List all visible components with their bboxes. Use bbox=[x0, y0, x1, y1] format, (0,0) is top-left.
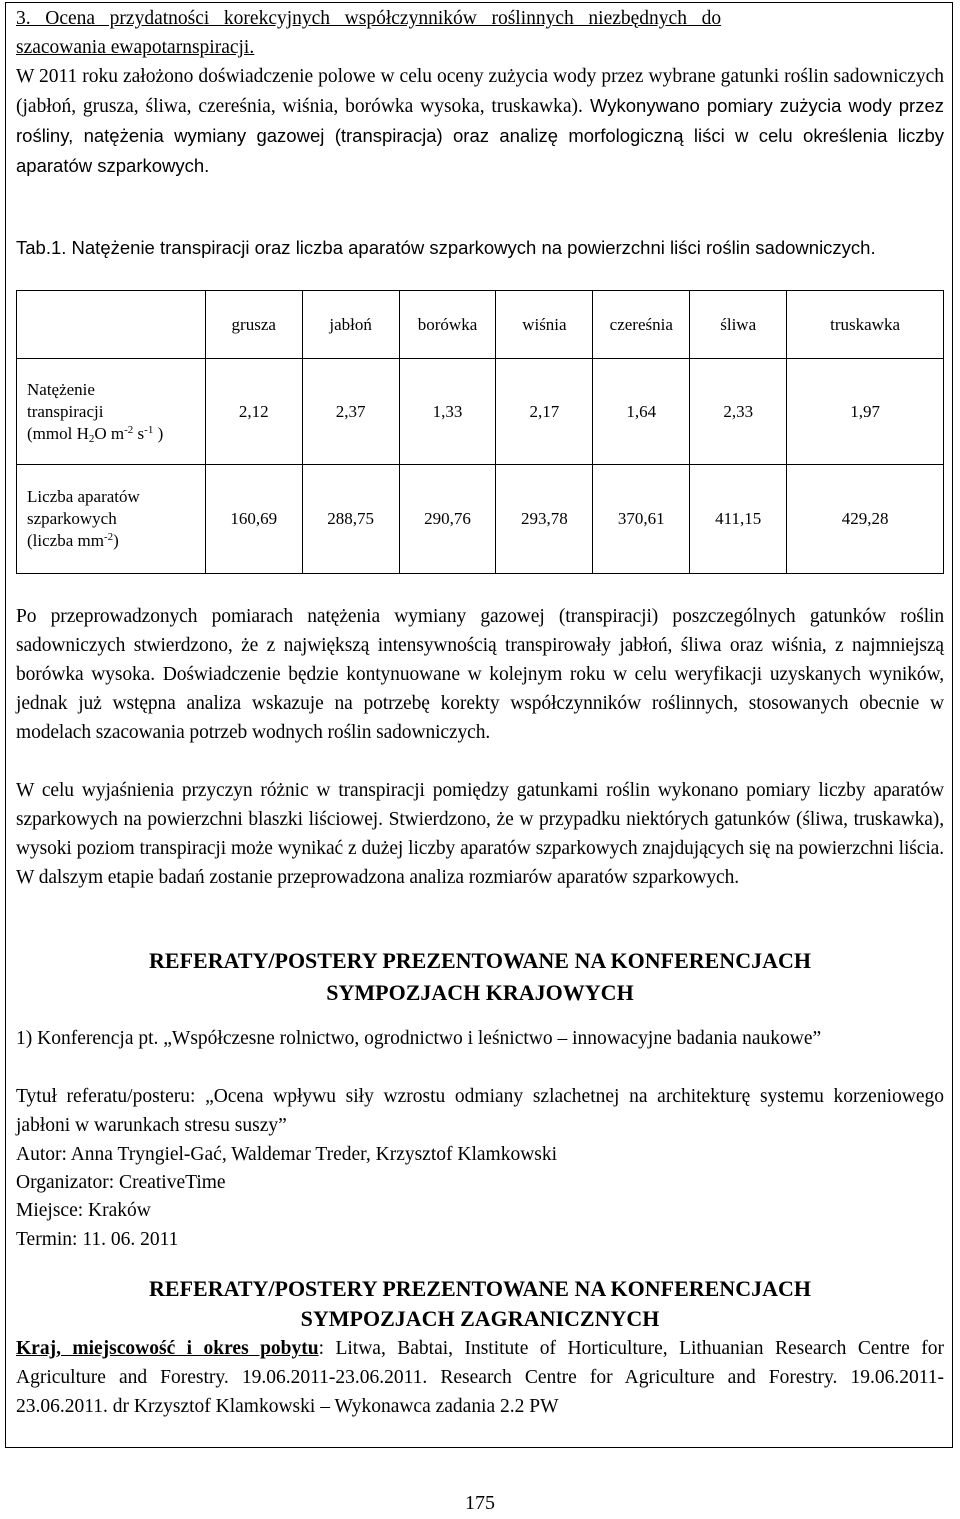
table-cell: 1,97 bbox=[787, 359, 944, 465]
table-cell: 429,28 bbox=[787, 465, 944, 574]
heading-domestic-line-2: SYMPOZJACH KRAJOWYCH bbox=[326, 980, 634, 1005]
table-cell: 411,15 bbox=[690, 465, 787, 574]
table-row-transpiration bbox=[17, 359, 944, 465]
row-label-stomata bbox=[17, 465, 206, 574]
results-text-continued: Doświadczenie będzie kontynuowane w kolejnym roku w celu weryfikacji uzyskanych wyników, jednak już wstępna analiza wskazuje na potrzebę korekty współczynników roślinnych, stosowanych obecnie w modelach szacowania potrzeb wodnych roślin sadowniczych. bbox=[16, 664, 945, 743]
column-header: jabłoń bbox=[302, 291, 399, 359]
table-cell: 2,37 bbox=[302, 359, 399, 465]
conference-date: Termin: 11. 06. 2011 bbox=[16, 1229, 179, 1250]
table-cell: 2,33 bbox=[690, 359, 787, 465]
foreign-stay-text: : Litwa, Babtai, Institute of Horticulture, Lithuanian Research Centre for Agriculture and Forestry. 19.06.2011-23.06.2011. Research Centre for Agriculture and Forestry. 19.06.2011-23.06.2011. dr Krzysztof Klamkowski – Wykonawca zadania 2.2 PW bbox=[16, 1338, 944, 1417]
section-title-line-1: 3. Ocena przydatności korekcyjnych współczynników roślinnych niezbędnych do bbox=[16, 8, 722, 29]
column-header: czereśnia bbox=[593, 291, 690, 359]
conference-title-value: „Ocena wpływu siły wzrostu odmiany szlachetnej na architekturę systemu korzeniowego jabłoni w warunkach stresu suszy” bbox=[16, 1086, 944, 1136]
table-cell: 288,75 bbox=[302, 465, 399, 574]
results-text-serif: Po przeprowadzonych pomiarach natężenia wymiany gazowej (transpiracji) poszczególnych gatunków roślin sadowniczych stwierdzono, że z największą intensywnością transpirowały jabłoń, śliwa oraz wiśnia, z najmniejszą borówka wysoka. bbox=[16, 606, 944, 685]
table-cell: 2,17 bbox=[496, 359, 593, 465]
section-title-line-2: szacowania ewapotarnspiracji. bbox=[16, 37, 255, 58]
heading-foreign-line-1: REFERATY/POSTERY PREZENTOWANE NA KONFERENCJACH bbox=[149, 1276, 811, 1301]
table-cell: 1,64 bbox=[593, 359, 690, 465]
table-corner-cell bbox=[17, 291, 206, 359]
column-header: grusza bbox=[205, 291, 302, 359]
row-label-transpiration bbox=[17, 359, 206, 465]
conference-author: Autor: Anna Tryngiel-Gać, Waldemar Treder, Krzysztof Klamkowski bbox=[16, 1144, 558, 1165]
conference-name: 1) Konferencja pt. „Współczesne rolnictwo, ogrodnictwo i leśnictwo – innowacyjne badania naukowe” bbox=[16, 1028, 822, 1049]
transpiration-table bbox=[16, 290, 944, 574]
column-header: truskawka bbox=[787, 291, 944, 359]
foreign-stay-label: Kraj, miejscowość i okres pobytu bbox=[16, 1338, 319, 1359]
table-cell: 160,69 bbox=[205, 465, 302, 574]
table-cell: 290,76 bbox=[399, 465, 496, 574]
conference-title bbox=[16, 1082, 944, 1140]
table-row-stomata bbox=[17, 465, 944, 574]
conference-place: Miejsce: Kraków bbox=[16, 1200, 151, 1221]
heading-domestic-line-1: REFERATY/POSTERY PREZENTOWANE NA KONFERENCJACH bbox=[149, 948, 811, 973]
table-cell: 293,78 bbox=[496, 465, 593, 574]
row-label-line: Natężenie bbox=[27, 379, 95, 399]
conference-title-label: Tytuł referatu/posteru: bbox=[16, 1086, 196, 1107]
foreign-stay-paragraph bbox=[16, 1334, 944, 1421]
intro-text-serif: W 2011 roku założono doświadczenie polowe w celu oceny zużycia wody przez wybrane gatunki roślin sadowniczych (jabłoń, grusza, śliwa, czereśnia, wiśnia, borówka wysoka, truskawka). bbox=[16, 66, 944, 117]
row-label-line: szparkowych bbox=[27, 509, 117, 528]
results-paragraph-1 bbox=[16, 602, 944, 747]
results-text-continued: Stwierdzono, że w przypadku niektórych gatunków (śliwa, truskawka), wysoki poziom transpiracji może wynikać z dużej liczby aparatów szparkowych znajdujących się na powierzchni liścia. W dalszym etapie badań zostanie przeprowadzona analiza rozmiarów aparatów szparkowych. bbox=[16, 809, 944, 888]
row-label-unit: (mmol $H_2O$ $m^{-2}$ $s^{-1}$ ) bbox=[27, 423, 164, 445]
table-cell: 1,33 bbox=[399, 359, 496, 465]
row-label-unit: (liczba $mm^{-2}$) bbox=[27, 531, 119, 550]
column-header: borówka bbox=[399, 291, 496, 359]
conference-organizer: Organizator: CreativeTime bbox=[16, 1172, 226, 1193]
column-header: śliwa bbox=[690, 291, 787, 359]
table-header-row bbox=[17, 291, 944, 359]
table-cell: 2,12 bbox=[205, 359, 302, 465]
page-number: 175 bbox=[465, 1492, 495, 1514]
row-label-line: Liczba aparatów bbox=[27, 487, 140, 506]
intro-text-sans: Wykonywano pomiary zużycia wody przez rośliny, natężenia wymiany gazowej (transpiracja) oraz analizę morfologiczną liści w celu określenia liczby aparatów szparkowych. bbox=[16, 95, 944, 176]
heading-foreign-line-2: SYMPOZJACH ZAGRANICZNYCH bbox=[300, 1306, 660, 1331]
intro-paragraph bbox=[16, 62, 944, 181]
column-header: wiśnia bbox=[496, 291, 593, 359]
results-text-serif: W celu wyjaśnienia przyczyn różnic w transpiracji pomiędzy gatunkami roślin wykonano pomiary liczby aparatów szparkowych na powierzchni blaszki liściowej. bbox=[16, 780, 944, 830]
table-caption: Tab.1. Natężenie transpiracji oraz liczba aparatów szparkowych na powierzchni liści roślin sadowniczych. bbox=[16, 237, 876, 258]
results-paragraph-2 bbox=[16, 776, 944, 892]
row-label-line: transpiracji bbox=[27, 401, 104, 421]
table-cell: 370,61 bbox=[593, 465, 690, 574]
